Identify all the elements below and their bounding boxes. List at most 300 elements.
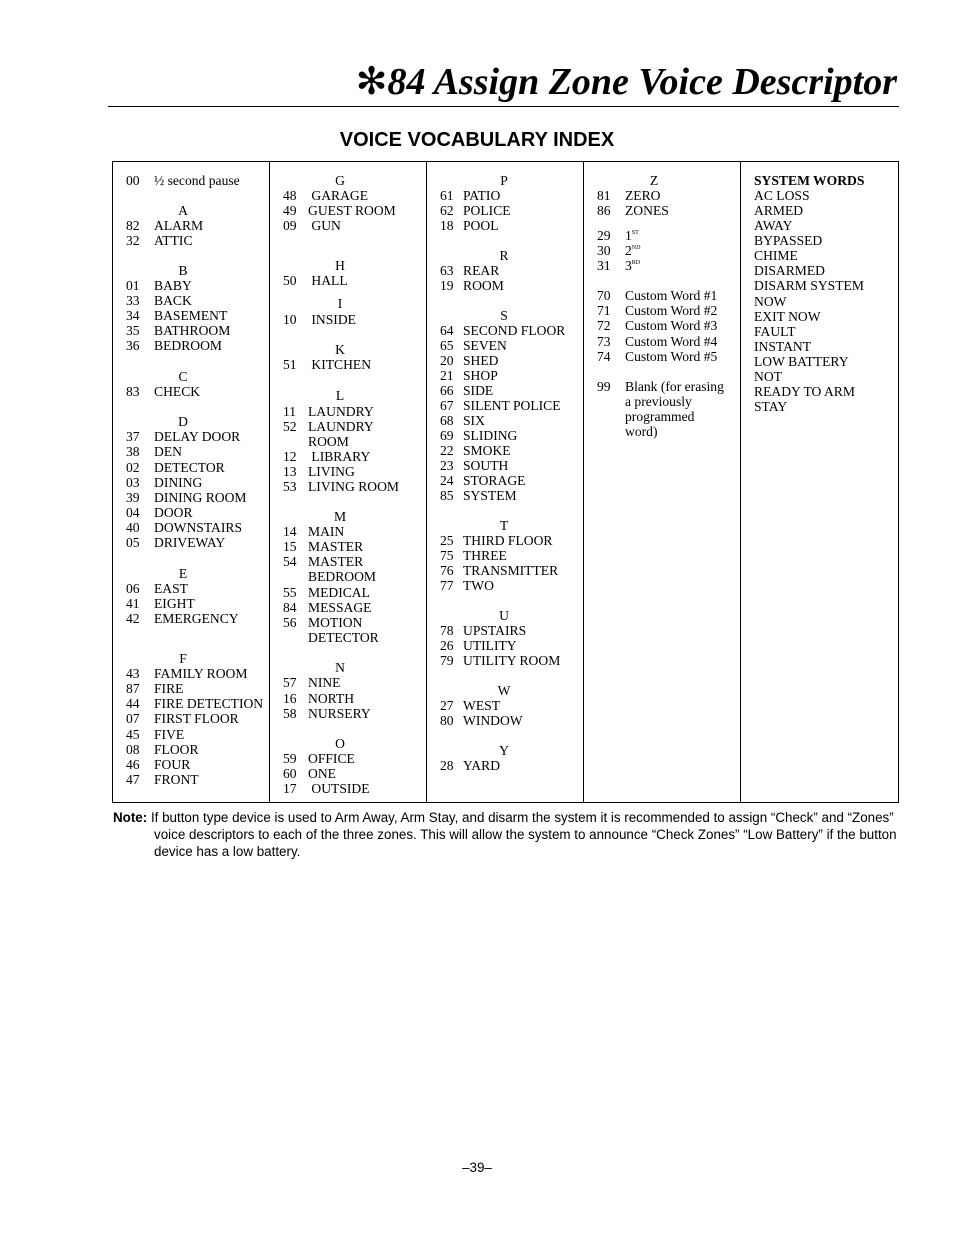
vocab-number: 61 bbox=[440, 188, 454, 203]
vocab-entry bbox=[270, 218, 426, 233]
vocab-word: DRIVEWAY bbox=[154, 535, 226, 550]
vocab-number: 67 bbox=[440, 398, 454, 413]
section-letter bbox=[427, 683, 583, 698]
vocab-number: 51 bbox=[283, 357, 297, 372]
section-letter bbox=[113, 566, 269, 581]
vocab-entry bbox=[113, 490, 269, 505]
vocab-entry bbox=[427, 443, 583, 458]
vocab-word: NOW bbox=[754, 294, 787, 309]
section-letter-label: P bbox=[500, 173, 508, 188]
vocab-number: 99 bbox=[597, 379, 611, 394]
section-letter bbox=[270, 342, 426, 357]
vocab-entry bbox=[427, 533, 583, 548]
vocab-entry bbox=[113, 278, 269, 293]
section-letter-label: S bbox=[500, 308, 508, 323]
vocab-entry bbox=[427, 263, 583, 278]
vocab-entry bbox=[427, 548, 583, 563]
section-letter-label: D bbox=[178, 414, 188, 429]
vocab-entry bbox=[270, 524, 426, 539]
vocab-number: 83 bbox=[126, 384, 140, 399]
vocab-number: 40 bbox=[126, 520, 140, 535]
section-letter-label: T bbox=[499, 518, 509, 533]
vocab-column-3 bbox=[427, 162, 584, 802]
vocab-entry bbox=[741, 309, 898, 324]
vocab-entry bbox=[427, 698, 583, 713]
vocab-entry bbox=[584, 394, 740, 409]
vocab-number: 44 bbox=[126, 696, 140, 711]
vocab-word: TWO bbox=[463, 578, 494, 593]
vocab-column-2 bbox=[270, 162, 427, 802]
vocab-number: 18 bbox=[440, 218, 454, 233]
vocab-word: LAUNDRY bbox=[308, 419, 374, 434]
section-letter bbox=[113, 651, 269, 666]
vocab-entry bbox=[741, 339, 898, 354]
vocab-column-4 bbox=[584, 162, 741, 802]
vocab-entry bbox=[427, 758, 583, 773]
section-letter-label: C bbox=[178, 369, 188, 384]
vocab-number: 80 bbox=[440, 713, 454, 728]
vocab-word: OFFICE bbox=[308, 751, 355, 766]
asterisk-icon: ✻ bbox=[355, 61, 388, 103]
vocab-word: 2ND bbox=[625, 243, 641, 258]
vocab-word: FIRST FLOOR bbox=[154, 711, 239, 726]
vocab-entry bbox=[113, 666, 269, 681]
vocab-word: ARMED bbox=[754, 203, 804, 218]
vocab-word: CHIME bbox=[754, 248, 798, 263]
vocab-number: 52 bbox=[283, 419, 297, 434]
vocab-entry bbox=[113, 757, 269, 772]
vocab-number: 29 bbox=[597, 228, 611, 243]
vocab-word: OUTSIDE bbox=[308, 781, 370, 796]
vocab-word: DETECTOR bbox=[308, 630, 379, 645]
vocab-word: BYPASSED bbox=[754, 233, 823, 248]
vocab-word: 1ST bbox=[625, 228, 639, 243]
vocab-entry bbox=[113, 444, 269, 459]
vocab-word: POOL bbox=[463, 218, 499, 233]
vocab-word: LIVING ROOM bbox=[308, 479, 399, 494]
vocab-word: AWAY bbox=[754, 218, 793, 233]
vocab-word: DETECTOR bbox=[154, 460, 225, 475]
vocab-word: SIDE bbox=[463, 383, 494, 398]
vocab-entry bbox=[741, 399, 898, 414]
section-letter-label: H bbox=[335, 258, 345, 273]
vocab-number: 79 bbox=[440, 653, 454, 668]
vocab-word: SOUTH bbox=[463, 458, 509, 473]
vocab-number: 45 bbox=[126, 727, 140, 742]
vocab-word: a previously bbox=[625, 394, 692, 409]
section-letter bbox=[427, 608, 583, 623]
vocab-word: DISARMED bbox=[754, 263, 825, 278]
vocab-word: CHECK bbox=[154, 384, 201, 399]
vocab-entry bbox=[270, 404, 426, 419]
vocab-entry bbox=[270, 449, 426, 464]
vocab-word: Blank (for erasing bbox=[625, 379, 724, 394]
vocab-entry bbox=[270, 675, 426, 690]
vocab-number: 14 bbox=[283, 524, 297, 539]
vocab-number: 12 bbox=[283, 449, 297, 464]
vocab-entry bbox=[113, 429, 269, 444]
vocab-number: 87 bbox=[126, 681, 140, 696]
vocab-number: 34 bbox=[126, 308, 140, 323]
ordinal-suffix: ND bbox=[631, 245, 641, 251]
vocab-number: 57 bbox=[283, 675, 297, 690]
section-letter bbox=[270, 660, 426, 675]
vocab-entry bbox=[113, 218, 269, 233]
section-letter-label: W bbox=[497, 683, 511, 698]
vocab-entry bbox=[113, 581, 269, 596]
section-letter-label: I bbox=[337, 296, 343, 311]
section-letter-label: R bbox=[499, 248, 509, 263]
vocab-entry bbox=[741, 218, 898, 233]
vocab-entry bbox=[113, 772, 269, 787]
vocab-word: BATHROOM bbox=[154, 323, 231, 338]
section-letter bbox=[427, 248, 583, 263]
vocab-word: SHED bbox=[463, 353, 499, 368]
vocab-entry bbox=[427, 323, 583, 338]
vocab-column-1 bbox=[113, 162, 270, 802]
section-letter bbox=[113, 263, 269, 278]
vocab-entry bbox=[584, 288, 740, 303]
vocab-word: WEST bbox=[463, 698, 500, 713]
vocab-word: NORTH bbox=[308, 691, 355, 706]
vocab-number: 54 bbox=[283, 554, 297, 569]
vocab-number: 15 bbox=[283, 539, 297, 554]
vocab-number: 62 bbox=[440, 203, 454, 218]
vocab-number: 06 bbox=[126, 581, 140, 596]
vocab-number: 48 bbox=[283, 188, 297, 203]
vocab-entry bbox=[427, 353, 583, 368]
vocab-number: 55 bbox=[283, 585, 297, 600]
vocab-word: SYSTEM WORDS bbox=[754, 173, 865, 188]
vocab-number: 03 bbox=[126, 475, 140, 490]
vocab-word: UTILITY bbox=[463, 638, 517, 653]
vocab-entry bbox=[113, 520, 269, 535]
section-heading: VOICE VOCABULARY INDEX bbox=[339, 129, 615, 151]
vocab-number: 84 bbox=[283, 600, 297, 615]
vocab-number: 43 bbox=[126, 666, 140, 681]
vocab-entry bbox=[113, 681, 269, 696]
vocab-entry bbox=[270, 419, 426, 434]
vocab-number: 75 bbox=[440, 548, 454, 563]
vocab-number: 42 bbox=[126, 611, 140, 626]
vocab-number: 50 bbox=[283, 273, 297, 288]
vocab-word: SYSTEM bbox=[463, 488, 517, 503]
section-letter-label: K bbox=[335, 342, 345, 357]
section-letter bbox=[113, 369, 269, 384]
vocab-word: WINDOW bbox=[463, 713, 523, 728]
vocab-word: EIGHT bbox=[154, 596, 195, 611]
vocab-entry bbox=[270, 781, 426, 796]
vocab-word: ROOM bbox=[463, 278, 504, 293]
section-letter bbox=[270, 509, 426, 524]
vocab-number: 31 bbox=[597, 258, 611, 273]
ordinal-suffix: RD bbox=[631, 260, 641, 266]
vocab-word: UPSTAIRS bbox=[463, 623, 527, 638]
vocab-entry bbox=[584, 203, 740, 218]
vocab-word: GUN bbox=[308, 218, 341, 233]
section-letter bbox=[270, 736, 426, 751]
vocab-entry bbox=[427, 488, 583, 503]
vocab-word: KITCHEN bbox=[308, 357, 372, 372]
vocab-number: 30 bbox=[597, 243, 611, 258]
vocab-entry bbox=[113, 293, 269, 308]
vocab-number: 26 bbox=[440, 638, 454, 653]
vocab-entry bbox=[270, 766, 426, 781]
vocab-entry bbox=[427, 413, 583, 428]
vocab-word: SHOP bbox=[463, 368, 498, 383]
vocab-entry bbox=[113, 505, 269, 520]
vocab-word: DELAY DOOR bbox=[154, 429, 241, 444]
vocab-number: 60 bbox=[283, 766, 297, 781]
note-label: Note: bbox=[113, 810, 148, 825]
vocab-word: Custom Word #1 bbox=[625, 288, 718, 303]
vocab-word: READY TO ARM bbox=[754, 384, 855, 399]
vocab-word: YARD bbox=[463, 758, 501, 773]
section-letter-label: B bbox=[178, 263, 188, 278]
vocab-entry bbox=[270, 273, 426, 288]
section-letter bbox=[584, 173, 740, 188]
vocab-word: EMERGENCY bbox=[154, 611, 239, 626]
vocab-word: POLICE bbox=[463, 203, 511, 218]
vocab-entry bbox=[270, 600, 426, 615]
vocab-number: 38 bbox=[126, 444, 140, 459]
section-letter bbox=[270, 296, 426, 311]
vocab-number: 21 bbox=[440, 368, 454, 383]
vocab-number: 56 bbox=[283, 615, 297, 630]
vocab-entry bbox=[427, 713, 583, 728]
vocab-entry bbox=[584, 188, 740, 203]
vocab-entry bbox=[427, 578, 583, 593]
vocab-entry bbox=[270, 312, 426, 327]
vocab-number: 68 bbox=[440, 413, 454, 428]
vocab-number: 33 bbox=[126, 293, 140, 308]
vocab-word: STORAGE bbox=[463, 473, 526, 488]
vocab-entry bbox=[741, 324, 898, 339]
vocab-entry bbox=[427, 338, 583, 353]
vocab-word: DOOR bbox=[154, 505, 193, 520]
title-rule bbox=[108, 106, 899, 107]
vocab-word: Custom Word #2 bbox=[625, 303, 718, 318]
vocab-entry bbox=[741, 354, 898, 369]
vocab-word: ONE bbox=[308, 766, 336, 781]
vocab-entry bbox=[113, 611, 269, 626]
system-words-heading bbox=[741, 173, 898, 188]
vocab-number: 28 bbox=[440, 758, 454, 773]
vocab-entry bbox=[270, 630, 426, 645]
vocab-number: 00 bbox=[126, 173, 140, 188]
vocab-entry bbox=[113, 711, 269, 726]
vocab-entry bbox=[427, 218, 583, 233]
vocab-word: Custom Word #5 bbox=[625, 349, 718, 364]
section-letter-label: F bbox=[179, 651, 187, 666]
vocab-word: AC LOSS bbox=[754, 188, 810, 203]
vocab-word: EAST bbox=[154, 581, 188, 596]
vocab-word: BEDROOM bbox=[154, 338, 222, 353]
vocab-number: 25 bbox=[440, 533, 454, 548]
vocab-word: 3RD bbox=[625, 258, 641, 273]
page-title-text: 84 Assign Zone Voice Descriptor bbox=[387, 61, 897, 103]
vocab-word: MAIN bbox=[308, 524, 345, 539]
vocab-number: 32 bbox=[126, 233, 140, 248]
vocab-entry bbox=[584, 258, 740, 273]
vocab-number: 01 bbox=[126, 278, 140, 293]
vocab-entry bbox=[584, 318, 740, 333]
section-letter bbox=[270, 388, 426, 403]
vocab-entry bbox=[427, 188, 583, 203]
section-letter-label: G bbox=[335, 173, 345, 188]
vocab-word: ALARM bbox=[154, 218, 204, 233]
page-title bbox=[108, 58, 897, 106]
vocab-number: 66 bbox=[440, 383, 454, 398]
vocab-word: FIRE bbox=[154, 681, 184, 696]
vocab-word: ATTIC bbox=[154, 233, 193, 248]
vocab-entry bbox=[113, 596, 269, 611]
vocab-entry bbox=[584, 243, 740, 258]
vocab-word: MASTER bbox=[308, 539, 364, 554]
vocab-number: 72 bbox=[597, 318, 611, 333]
vocab-entry bbox=[270, 585, 426, 600]
vocab-word: GUEST ROOM bbox=[308, 203, 396, 218]
vocab-number: 39 bbox=[126, 490, 140, 505]
vocab-word: FIRE DETECTION bbox=[154, 696, 264, 711]
vocab-number: 85 bbox=[440, 488, 454, 503]
vocab-entry bbox=[113, 727, 269, 742]
vocab-number: 58 bbox=[283, 706, 297, 721]
section-letter bbox=[113, 203, 269, 218]
vocab-word: programmed bbox=[625, 409, 695, 424]
vocab-number: 22 bbox=[440, 443, 454, 458]
vocab-entry bbox=[270, 691, 426, 706]
vocab-number: 41 bbox=[126, 596, 140, 611]
vocab-entry bbox=[584, 334, 740, 349]
vocab-word: PATIO bbox=[463, 188, 501, 203]
section-letter-label: E bbox=[178, 566, 188, 581]
page-number: –39– bbox=[462, 1160, 492, 1175]
vocab-word: DOWNSTAIRS bbox=[154, 520, 243, 535]
system-words-column bbox=[741, 162, 898, 802]
vocab-word: MEDICAL bbox=[308, 585, 370, 600]
vocab-word: SILENT POLICE bbox=[463, 398, 561, 413]
vocab-number: 81 bbox=[597, 188, 611, 203]
section-letter bbox=[427, 743, 583, 758]
vocab-entry bbox=[427, 563, 583, 578]
vocab-word: SECOND FLOOR bbox=[463, 323, 566, 338]
vocab-word: FRONT bbox=[154, 772, 199, 787]
vocab-entry bbox=[427, 278, 583, 293]
vocab-word: SLIDING bbox=[463, 428, 518, 443]
vocab-entry bbox=[270, 615, 426, 630]
vocab-word: ZONES bbox=[625, 203, 669, 218]
section-letter-label: A bbox=[178, 203, 188, 218]
vocab-number: 70 bbox=[597, 288, 611, 303]
vocab-word: FAULT bbox=[754, 324, 796, 339]
vocab-number: 05 bbox=[126, 535, 140, 550]
vocab-entry bbox=[584, 424, 740, 439]
vocab-word: LIVING bbox=[308, 464, 355, 479]
vocab-number: 24 bbox=[440, 473, 454, 488]
vocab-entry bbox=[741, 188, 898, 203]
vocab-number: 37 bbox=[126, 429, 140, 444]
section-letter bbox=[270, 173, 426, 188]
vocab-entry bbox=[113, 475, 269, 490]
vocab-entry bbox=[427, 653, 583, 668]
vocab-word: UTILITY ROOM bbox=[463, 653, 561, 668]
vocab-number: 53 bbox=[283, 479, 297, 494]
vocab-number: 17 bbox=[283, 781, 297, 796]
vocab-number: 63 bbox=[440, 263, 454, 278]
vocab-number: 09 bbox=[283, 218, 297, 233]
vocab-word: ZERO bbox=[625, 188, 661, 203]
vocab-word: FAMILY ROOM bbox=[154, 666, 248, 681]
vocab-word: DEN bbox=[154, 444, 182, 459]
vocab-word: HALL bbox=[308, 273, 348, 288]
vocab-entry bbox=[741, 248, 898, 263]
vocab-entry bbox=[427, 458, 583, 473]
vocab-number: 19 bbox=[440, 278, 454, 293]
vocab-entry bbox=[584, 379, 740, 394]
vocab-word: DINING bbox=[154, 475, 203, 490]
vocab-word: SMOKE bbox=[463, 443, 511, 458]
vocab-word: Custom Word #3 bbox=[625, 318, 718, 333]
vocab-entry bbox=[427, 638, 583, 653]
vocab-number: 69 bbox=[440, 428, 454, 443]
vocab-entry bbox=[270, 357, 426, 372]
vocab-entry bbox=[427, 203, 583, 218]
vocab-word: TRANSMITTER bbox=[463, 563, 559, 578]
vocab-number: 02 bbox=[126, 460, 140, 475]
vocab-entry bbox=[741, 294, 898, 309]
vocab-entry bbox=[741, 233, 898, 248]
vocab-number: 77 bbox=[440, 578, 454, 593]
vocab-entry bbox=[270, 434, 426, 449]
vocab-entry bbox=[584, 228, 740, 243]
vocab-entry bbox=[584, 349, 740, 364]
vocab-number: 64 bbox=[440, 323, 454, 338]
vocab-word: BASEMENT bbox=[154, 308, 228, 323]
vocab-entry bbox=[427, 473, 583, 488]
note-paragraph bbox=[113, 809, 898, 860]
vocab-number: 07 bbox=[126, 711, 140, 726]
vocab-entry bbox=[113, 338, 269, 353]
vocab-word: NINE bbox=[308, 675, 341, 690]
vocab-word: DINING ROOM bbox=[154, 490, 247, 505]
vocab-entry bbox=[270, 203, 426, 218]
vocab-word: DISARM SYSTEM bbox=[754, 278, 864, 293]
vocab-word: word) bbox=[625, 424, 658, 439]
vocab-entry bbox=[270, 188, 426, 203]
vocab-number: 82 bbox=[126, 218, 140, 233]
vocab-number: 49 bbox=[283, 203, 297, 218]
vocabulary-table bbox=[112, 161, 899, 803]
vocab-entry bbox=[741, 369, 898, 384]
vocab-entry bbox=[113, 384, 269, 399]
vocab-number: 76 bbox=[440, 563, 454, 578]
vocab-number: 46 bbox=[126, 757, 140, 772]
vocab-word: BABY bbox=[154, 278, 192, 293]
vocab-word: GARAGE bbox=[308, 188, 369, 203]
vocab-word: BACK bbox=[154, 293, 192, 308]
vocab-word: NOT bbox=[754, 369, 782, 384]
section-letter-label: U bbox=[499, 608, 509, 623]
vocab-entry bbox=[427, 383, 583, 398]
vocab-entry bbox=[270, 539, 426, 554]
vocab-word: LOW BATTERY bbox=[754, 354, 849, 369]
vocab-word: FLOOR bbox=[154, 742, 199, 757]
vocab-number: 23 bbox=[440, 458, 454, 473]
vocab-word: SEVEN bbox=[463, 338, 507, 353]
vocab-entry bbox=[584, 409, 740, 424]
vocab-number: 73 bbox=[597, 334, 611, 349]
